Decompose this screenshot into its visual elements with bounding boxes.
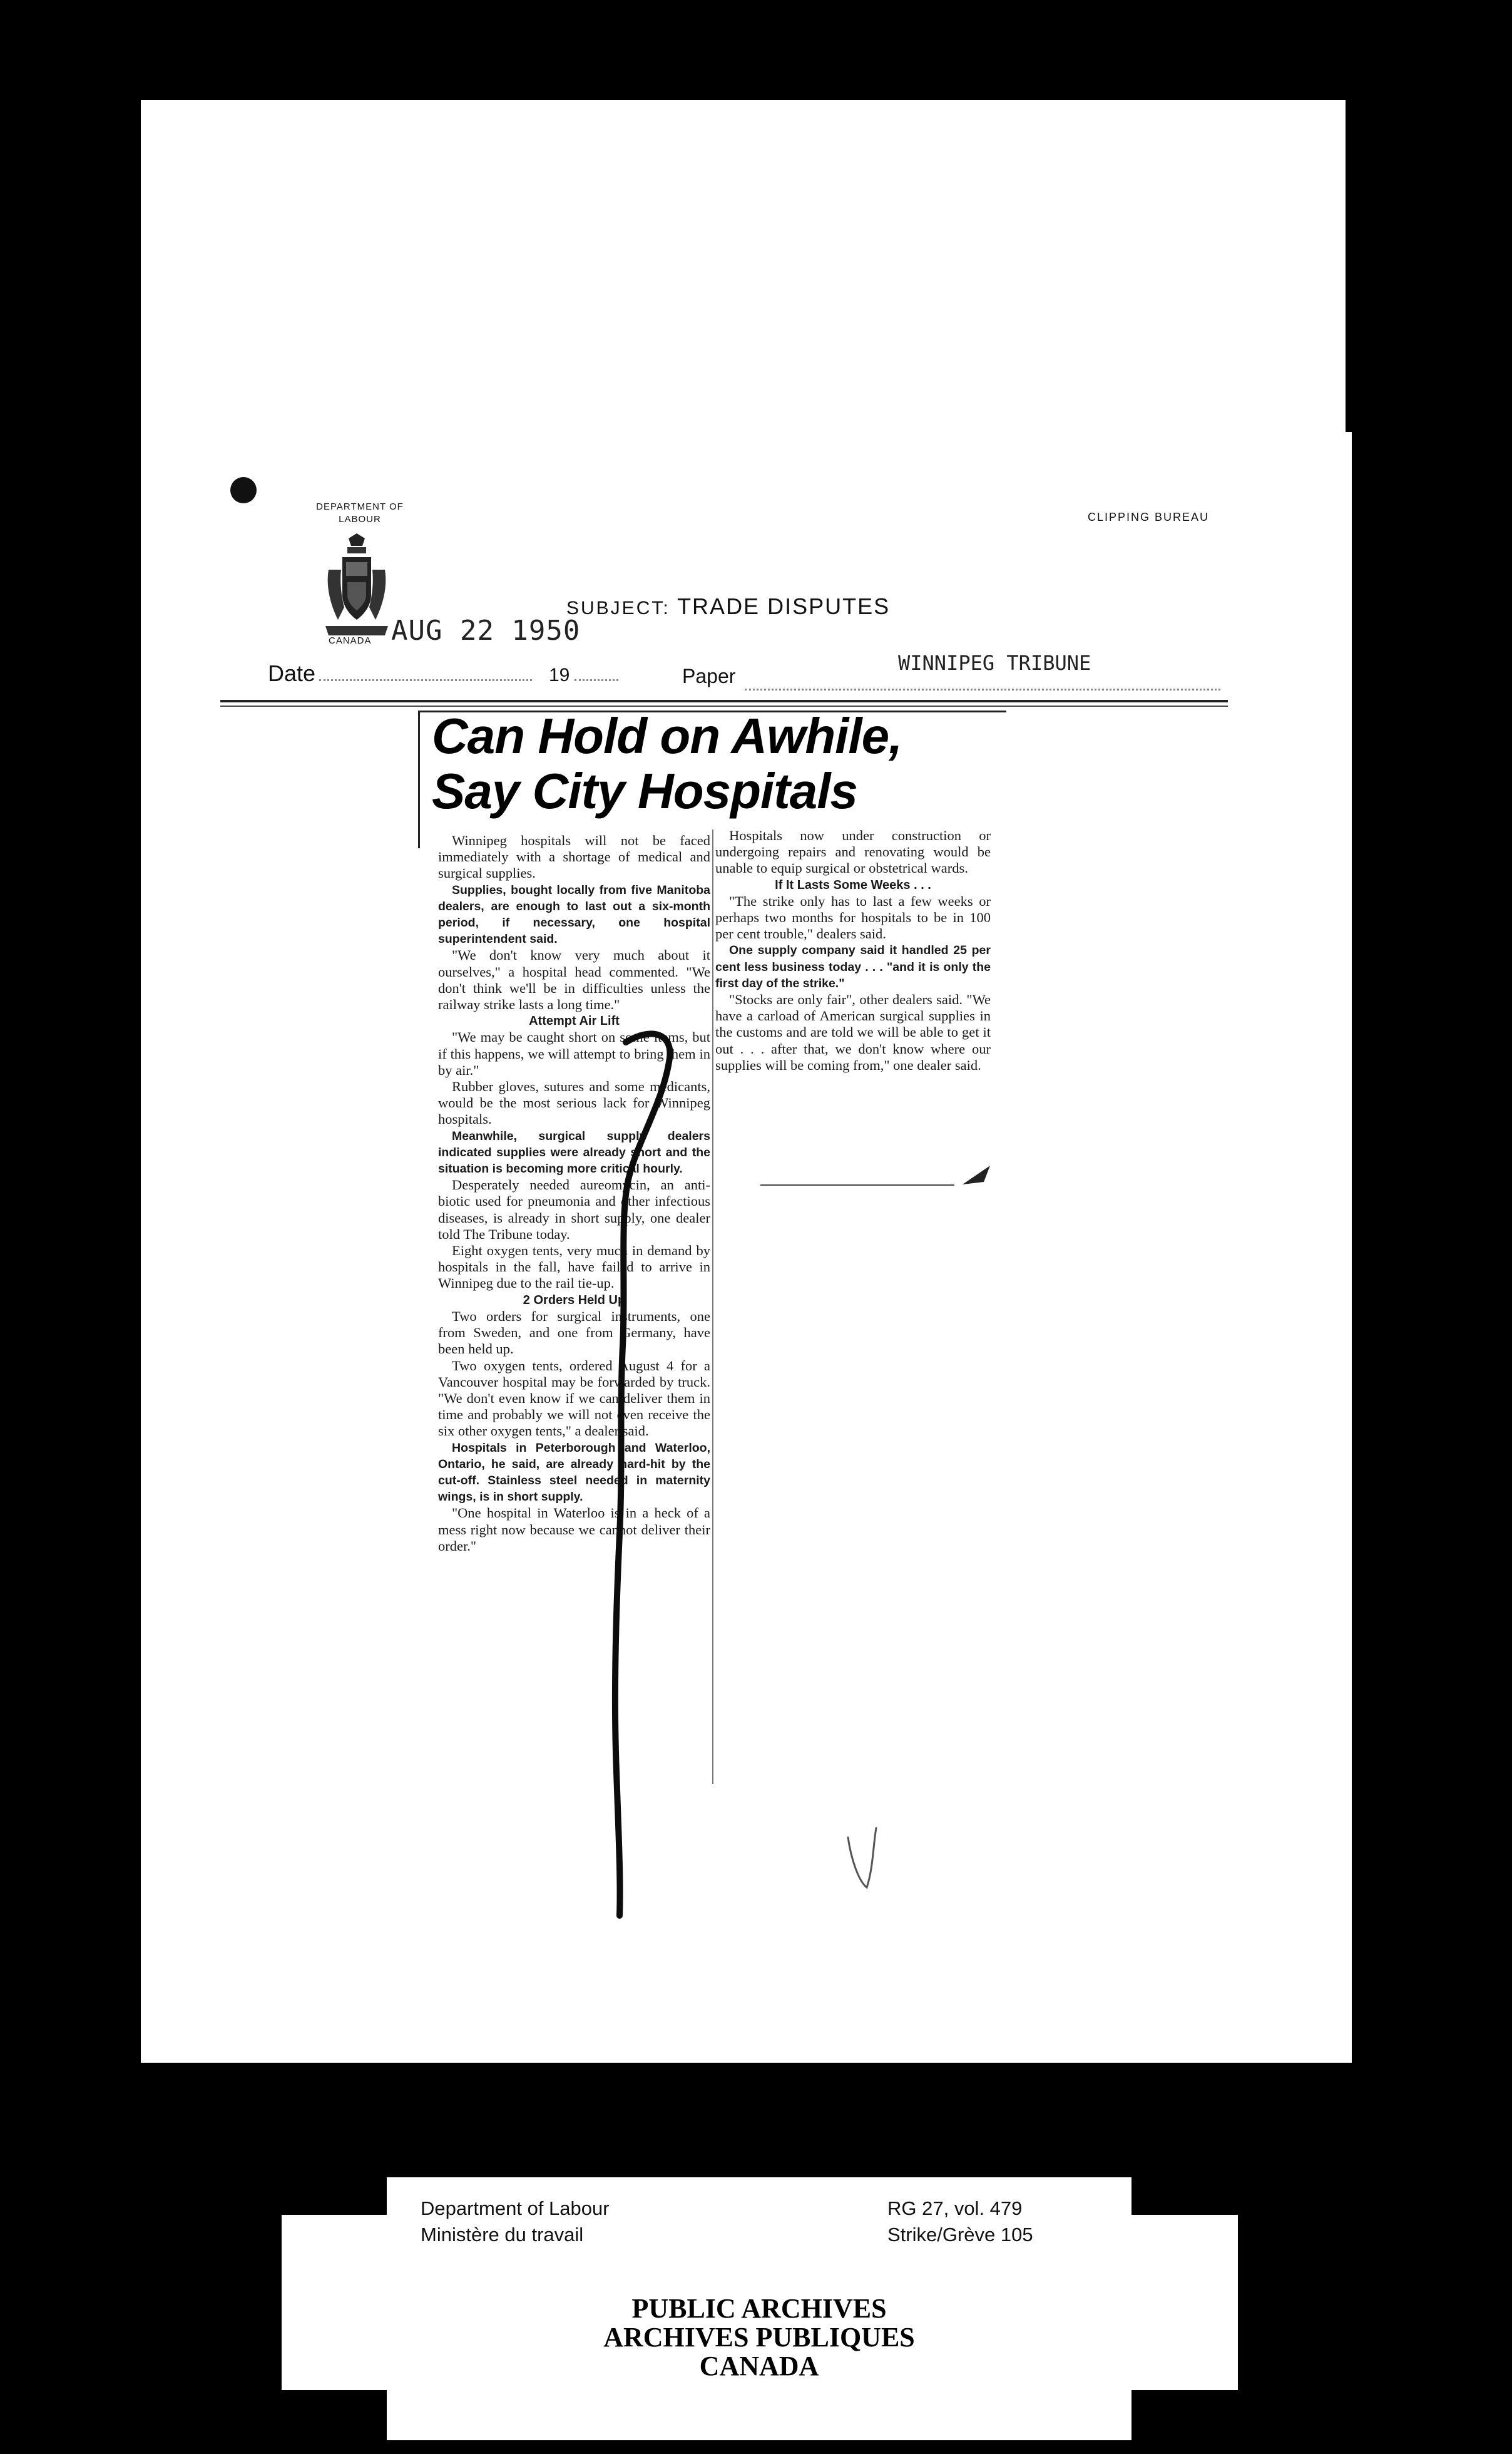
subheading: If It Lasts Some Weeks . . . — [775, 878, 931, 892]
paragraph: "Stocks are only fair", other dealers said. "We have a carload of American surgical supplies in the customs and are told we will be able to get it out . . . after that, we don't know where our supplies will be coming from," one dealer said. — [715, 992, 991, 1073]
paragraph: "We don't know very much about it ourselves," a hospital head commented. "We don't think we'll be in difficulties unless the railway strike lasts a long time." — [438, 947, 710, 1013]
paragraph: Two oxygen tents, ordered August 4 for a Vancouver hospital may be forwarded by truck. "We don't even know if we can deliver them in time and probably we will not even receive the six other oxygen tents," a dealer said. — [438, 1357, 710, 1439]
canada-label: CANADA — [329, 635, 372, 646]
subheading: 2 Orders Held Up — [523, 1293, 626, 1307]
column-rule — [712, 829, 713, 1784]
paragraph: "The strike only has to last a few weeks or perhaps two months for hospitals to be in 100 per cent trouble," dealers said. — [715, 893, 991, 942]
paragraph: "We may be caught short on some items, but if this happens, we will attempt to bring them in by air." — [438, 1029, 710, 1078]
dept-name-en: Department of Labour — [421, 2197, 610, 2219]
record-group-ref: RG 27, vol. 479 — [887, 2197, 1023, 2219]
article-headline — [432, 709, 1008, 819]
archives-line-3: CANADA — [699, 2351, 819, 2381]
date-stamp: AUG 22 1950 — [391, 615, 581, 647]
archives-stamp — [387, 2294, 1131, 2381]
paragraph-bold: Hospitals in Peterborough and Waterloo, Ontario, he said, are already hard-hit by the cut-off. Stainless steel needed in maternity wings, is in short supply. — [438, 1440, 710, 1504]
paragraph: Two orders for surgical instruments, one from Sweden, and one from Germany, have been held up. — [438, 1308, 710, 1357]
date-label: Date — [268, 660, 316, 686]
column-end-rule — [760, 1184, 954, 1186]
paragraph: Eight oxygen tents, very much in demand by hospitals in the fall, have failed to arrive in Winnipeg due to the rail tie-up. — [438, 1243, 710, 1291]
paragraph: Desperately needed aureomycin, an anti-biotic used for pneumonia and other infectious diseases, is already in short supply, one dealer told The Tribune today. — [438, 1177, 710, 1242]
year-prefix: 19 — [549, 665, 570, 685]
dept-name-fr: Ministère du travail — [421, 2224, 584, 2246]
label-tab-right — [1131, 2215, 1238, 2390]
article-column-2 — [715, 828, 991, 1197]
form-rule-thin — [220, 706, 1228, 707]
department-label: DEPARTMENT OF LABOUR — [316, 501, 404, 525]
label-tab-left — [282, 2215, 388, 2390]
archives-line-1: PUBLIC ARCHIVES — [631, 2293, 887, 2324]
headline-line-2: Say City Hospitals — [432, 763, 858, 819]
coat-of-arms-icon — [322, 532, 391, 639]
archives-line-2: ARCHIVES PUBLIQUES — [603, 2322, 915, 2353]
paragraph-bold: Supplies, bought locally from five Manitoba dealers, are enough to last out a six-month period, if necessary, one hospital superintendent said. — [438, 883, 710, 947]
clipping-bureau-label: CLIPPING BUREAU — [1088, 511, 1210, 523]
headline-line-1: Can Hold on Awhile, — [432, 708, 902, 764]
strike-ref: Strike/Grève 105 — [887, 2224, 1033, 2246]
clipping-form — [141, 432, 1352, 2063]
subject-value: TRADE DISPUTES — [677, 593, 891, 619]
paragraph: "One hospital in Waterloo is in a heck of a mess right now because we cannot deliver their order." — [438, 1505, 710, 1554]
date-field-line — [319, 679, 532, 681]
paragraph-bold: Meanwhile, surgical supply dealers indicated supplies were already short and the situation is becoming more critical hourly. — [438, 1129, 710, 1176]
year-field-line — [575, 679, 618, 681]
article-column-1 — [438, 833, 710, 1790]
paragraph-bold: One supply company said it handled 25 per cent less business today . . . "and it is only the first day of the strike." — [715, 943, 991, 990]
paragraph: Rubber gloves, sutures and some medicants, would be the most serious lack for Winnipeg hospitals. — [438, 1079, 710, 1127]
subheading: Attempt Air Lift — [529, 1014, 620, 1029]
subject-line — [566, 593, 890, 620]
paper-field-line — [745, 689, 1220, 691]
paragraph: Winnipeg hospitals will not be faced immediately with a shortage of medical and surgical supplies. — [438, 833, 710, 881]
clipping-edge-left — [418, 711, 420, 848]
punch-hole — [230, 477, 257, 503]
paper-name: WINNIPEG TRIBUNE — [898, 651, 1091, 675]
subject-label: SUBJECT: — [566, 598, 670, 619]
paragraph: Hospitals now under construction or undergoing repairs and renovating would be unable to equip surgical or obstetrical wards. — [715, 828, 991, 876]
paper-label: Paper — [682, 665, 736, 687]
form-rule — [220, 700, 1228, 702]
